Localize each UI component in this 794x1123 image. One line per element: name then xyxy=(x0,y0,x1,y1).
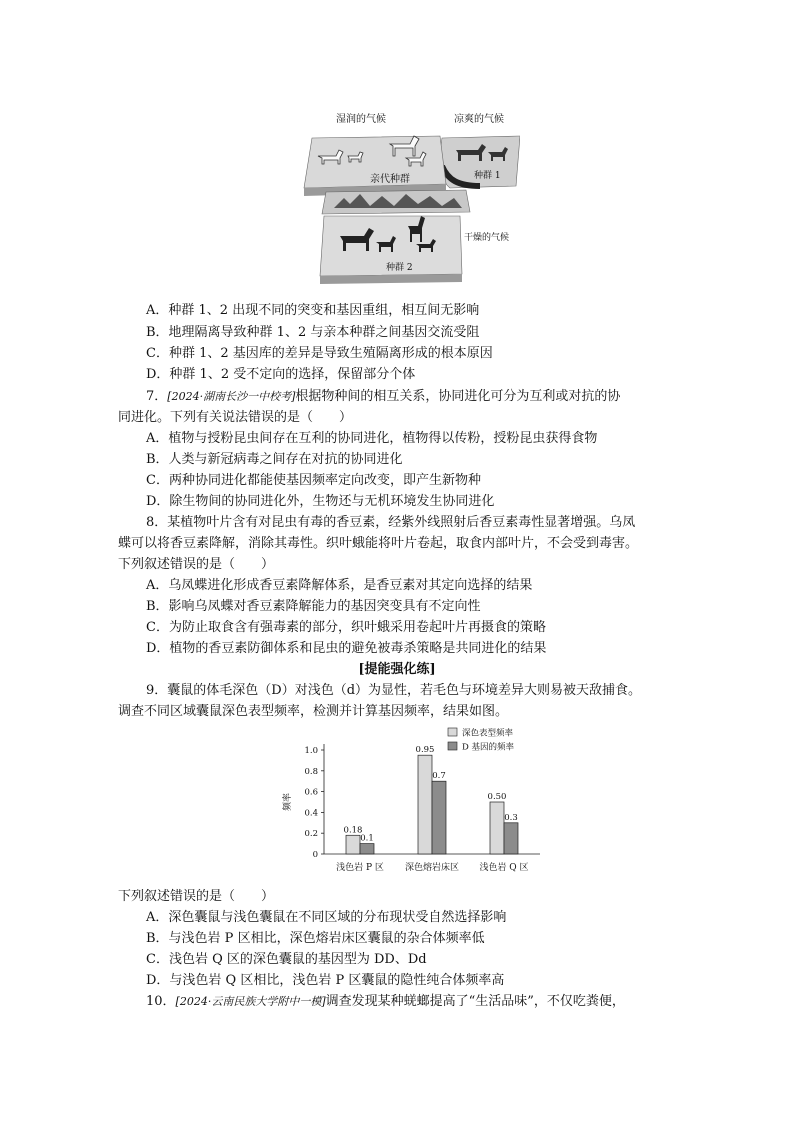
q7-stem-line1 xyxy=(146,388,620,406)
q7-stem-text: 根据物种间的相互关系，协同进化可分为互利或对抗的协 xyxy=(295,389,621,404)
legend-swatch xyxy=(448,742,457,750)
q6-option-a: A．种群 1、2 出现不同的突变和基因重组，相互间无影响 xyxy=(146,303,480,318)
chart-legend xyxy=(448,728,515,753)
y-tick-label: 1.0 xyxy=(304,746,318,756)
q9-stem-line1: 9．囊鼠的体毛深色（D）对浅色（d）为显性，若毛色与环境差异大则易被天敌捕食。 xyxy=(146,683,642,698)
bar-value-label: 0.1 xyxy=(360,833,374,844)
label-dry-climate: 干燥的气候 xyxy=(464,233,510,243)
y-tick-label: 0 xyxy=(312,850,318,860)
q9-option-a: A．深色囊鼠与浅色囊鼠在不同区域的分布现状受自然选择影响 xyxy=(146,910,507,925)
bar-d-gene xyxy=(360,844,374,854)
q7-stem-line2: 同进化。下列有关说法错误的是（ ） xyxy=(118,410,353,425)
legend-label: 深色表型频率 xyxy=(462,728,514,739)
bar-value-label: 0.50 xyxy=(487,792,507,802)
y-tick-label: 0.2 xyxy=(304,829,318,840)
y-tick-label: 0.6 xyxy=(304,787,318,798)
section-title: [提能强化练] xyxy=(358,662,436,677)
x-category-label: 浅色岩 Q 区 xyxy=(479,863,529,873)
q7-option-b: B．人类与新冠病毒之间存在对抗的协同进化 xyxy=(146,452,403,467)
q8-option-b: B．影响乌凤蝶对香豆素降解能力的基因突变具有不定向性 xyxy=(146,599,481,614)
q9-option-c: C．浅色岩 Q 区的深色囊鼠的基因型为 DD、Dd xyxy=(146,952,427,967)
label-cool-climate: 凉爽的气候 xyxy=(454,114,504,125)
q10-stem-text: 调查发现某种蜣螂提高了“生活品味”，不仅吃粪便， xyxy=(325,994,625,1009)
q6-option-d: D．种群 1、2 受不定向的选择，保留部分个体 xyxy=(146,367,416,382)
bar-dark-phenotype xyxy=(418,755,432,854)
bar-dark-phenotype xyxy=(490,802,504,854)
chart-bars xyxy=(344,745,518,854)
q8-stem-line1: 8．某植物叶片含有对昆虫有毒的香豆素，经紫外线照射后香豆素毒性显著增强。乌凤 xyxy=(146,515,636,530)
y-tick-label: 0.4 xyxy=(304,808,318,819)
bar-value-label: 0.95 xyxy=(415,745,435,756)
q9-option-d: D．与浅色岩 Q 区相比，浅色岩 P 区囊鼠的隐性纯合体频率高 xyxy=(146,973,505,988)
q6-option-c: C．种群 1、2 基因库的差异是导致生殖隔离形成的根本原因 xyxy=(146,346,493,361)
bar-value-label: 0.7 xyxy=(432,771,446,782)
x-category-label: 深色熔岩床区 xyxy=(404,863,460,873)
q8-stem-line2: 蝶可以将香豆素降解，消除其毒性。织叶蛾能将叶片卷起，取食内部叶片，不会受到毒害。 xyxy=(118,536,639,551)
label-humid-climate: 湿润的气候 xyxy=(336,114,386,125)
q8-option-a: A．乌凤蝶进化形成香豆素降解体系，是香豆素对其定向选择的结果 xyxy=(146,578,533,593)
bar-value-label: 0.3 xyxy=(504,812,518,823)
legend-swatch xyxy=(448,728,457,736)
q10-source: [2024·云南民族大学附中一模] xyxy=(175,995,326,1008)
label-parent-population: 亲代种群 xyxy=(370,174,410,185)
q7-option-a: A．植物与授粉昆虫间存在互利的协同进化，植物得以传粉，授粉昆虫获得食物 xyxy=(146,431,598,446)
q9-option-b: B．与浅色岩 P 区相比，深色熔岩床区囊鼠的杂合体频率低 xyxy=(146,931,485,946)
q7-source: [2024·湖南长沙一中校考] xyxy=(167,390,296,403)
label-population2: 种群 2 xyxy=(386,263,413,273)
bar-dark-phenotype xyxy=(346,835,360,854)
bar-d-gene xyxy=(432,781,446,854)
bar-value-label: 0.18 xyxy=(343,825,363,836)
y-axis-label: 频率 xyxy=(283,792,293,812)
q7-number: 7． xyxy=(146,389,168,404)
q6-option-b: B．地理隔离导致种群 1、2 与亲本种群之间基因交流受阻 xyxy=(146,325,480,340)
frequency-bar-chart xyxy=(272,720,562,880)
q10-stem-line1 xyxy=(146,993,625,1011)
y-tick-label: 0.8 xyxy=(304,766,318,777)
evolution-illustration xyxy=(290,108,520,284)
bar-d-gene xyxy=(504,823,518,854)
q8-option-c: C．为防止取食含有强毒素的部分，织叶蛾采用卷起叶片再摄食的策略 xyxy=(146,620,546,635)
q7-option-d: D．除生物间的协同进化外，生物还与无机环境发生协同进化 xyxy=(146,494,495,509)
x-category-label: 浅色岩 P 区 xyxy=(336,863,384,873)
q7-option-c: C．两种协同进化都能使基因频率定向改变，即产生新物种 xyxy=(146,473,481,488)
legend-label: D 基因的频率 xyxy=(462,742,515,753)
q9-stem-line2: 调查不同区域囊鼠深色表型频率，检测并计算基因频率，结果如图。 xyxy=(118,704,509,719)
q8-option-d: D．植物的香豆素防御体系和昆虫的避免被毒杀策略是共同进化的结果 xyxy=(146,641,547,656)
q8-stem-line3: 下列叙述错误的是（ ） xyxy=(118,557,275,572)
q10-number: 10． xyxy=(146,994,176,1009)
q9-question: 下列叙述错误的是（ ） xyxy=(118,889,275,904)
label-population1: 种群 1 xyxy=(474,171,501,181)
